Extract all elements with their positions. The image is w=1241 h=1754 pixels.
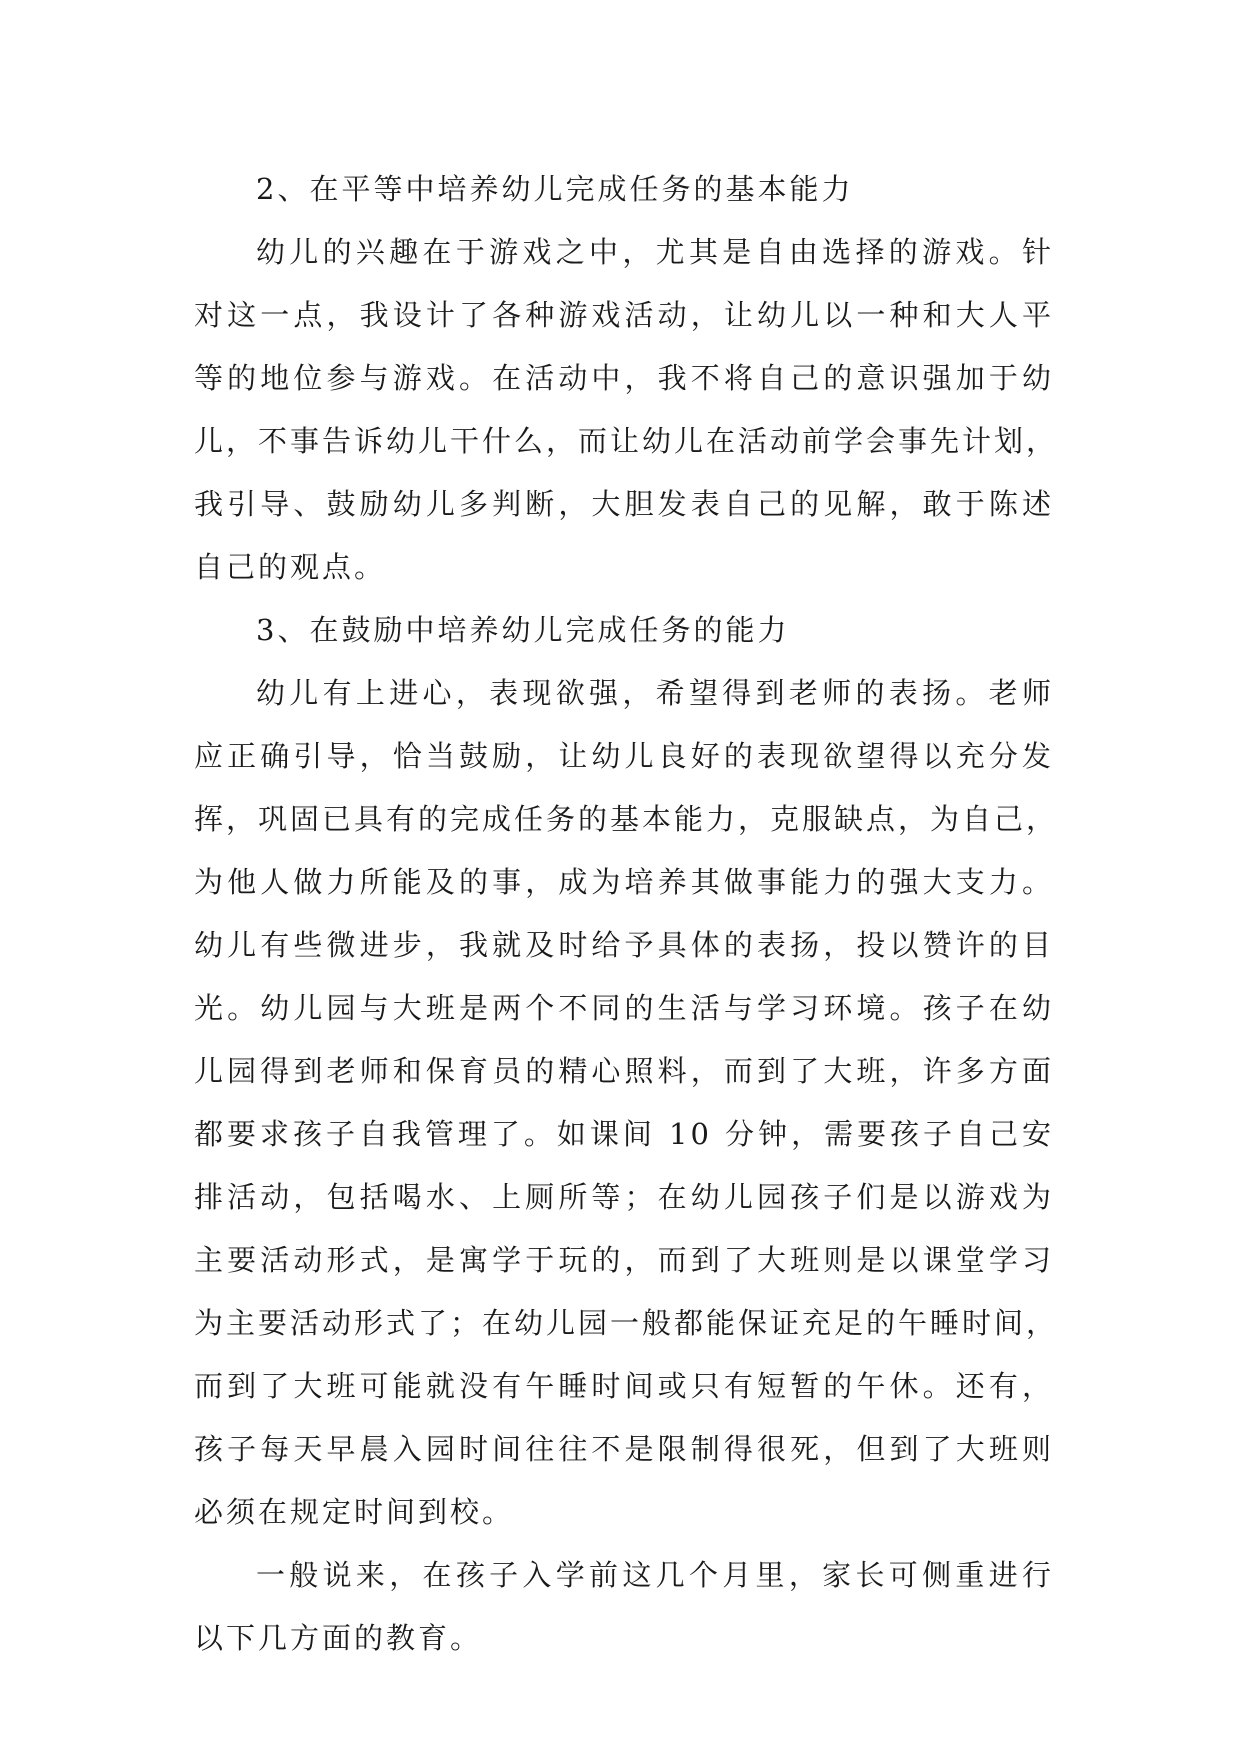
paragraph-line: 以下几方面的教育。 xyxy=(194,1621,483,1655)
paragraph-line: 等的地位参与游戏。在活动中，我不将自己的意识强加于幼 xyxy=(194,361,1054,395)
paragraph-line: 儿园得到老师和保育员的精心照料，而到了大班，许多方面 xyxy=(194,1054,1054,1088)
paragraph-line: 主要活动形式，是寓学于玩的，而到了大班则是以课堂学习 xyxy=(194,1243,1054,1277)
section-heading-2: 2、在平等中培养幼儿完成任务的基本能力 xyxy=(256,172,854,206)
paragraph-line: 必须在规定时间到校。 xyxy=(194,1495,515,1529)
paragraph-1 xyxy=(194,221,1059,599)
document-body xyxy=(194,158,1059,1670)
paragraph-line: 孩子每天早晨入园时间往往不是限制得很死，但到了大班则 xyxy=(194,1432,1054,1466)
paragraph-line: 我引导、鼓励幼儿多判断，大胆发表自己的见解，敢于陈述 xyxy=(194,487,1054,521)
paragraph-line: 应正确引导，恰当鼓励，让幼儿良好的表现欲望得以充分发 xyxy=(194,739,1054,773)
paragraph-line: 都要求孩子自我管理了。如课间 10 分钟，需要孩子自己安 xyxy=(194,1117,1054,1151)
paragraph-line: 排活动，包括喝水、上厕所等；在幼儿园孩子们是以游戏为 xyxy=(194,1180,1054,1214)
paragraph-line: 对这一点，我设计了各种游戏活动，让幼儿以一种和大人平 xyxy=(194,298,1054,332)
paragraph-line: 儿，不事告诉幼儿干什么，而让幼儿在活动前学会事先计划， xyxy=(194,424,1059,458)
section-heading-3: 3、在鼓励中培养幼儿完成任务的能力 xyxy=(256,613,790,647)
paragraph-line: 为主要活动形式了；在幼儿园一般都能保证充足的午睡时间， xyxy=(194,1306,1059,1340)
paragraph-line: 幼儿的兴趣在于游戏之中，尤其是自由选择的游戏。针 xyxy=(256,235,1054,269)
paragraph-line: 挥，巩固已具有的完成任务的基本能力，克服缺点，为自己， xyxy=(194,802,1059,836)
paragraph-line: 幼儿有些微进步，我就及时给予具体的表扬，投以赞许的目 xyxy=(194,928,1054,962)
paragraph-line: 一般说来，在孩子入学前这几个月里，家长可侧重进行 xyxy=(256,1558,1054,1592)
paragraph-2 xyxy=(194,662,1059,1544)
paragraph-line: 为他人做力所能及的事，成为培养其做事能力的强大支力。 xyxy=(194,865,1054,899)
paragraph-line: 自己的观点。 xyxy=(194,550,387,584)
paragraph-line: 幼儿有上进心，表现欲强，希望得到老师的表扬。老师 xyxy=(256,676,1054,710)
paragraph-line: 光。幼儿园与大班是两个不同的生活与学习环境。孩子在幼 xyxy=(194,991,1054,1025)
paragraph-line: 而到了大班可能就没有午睡时间或只有短暂的午休。还有， xyxy=(194,1369,1054,1403)
paragraph-3 xyxy=(194,1544,1054,1670)
